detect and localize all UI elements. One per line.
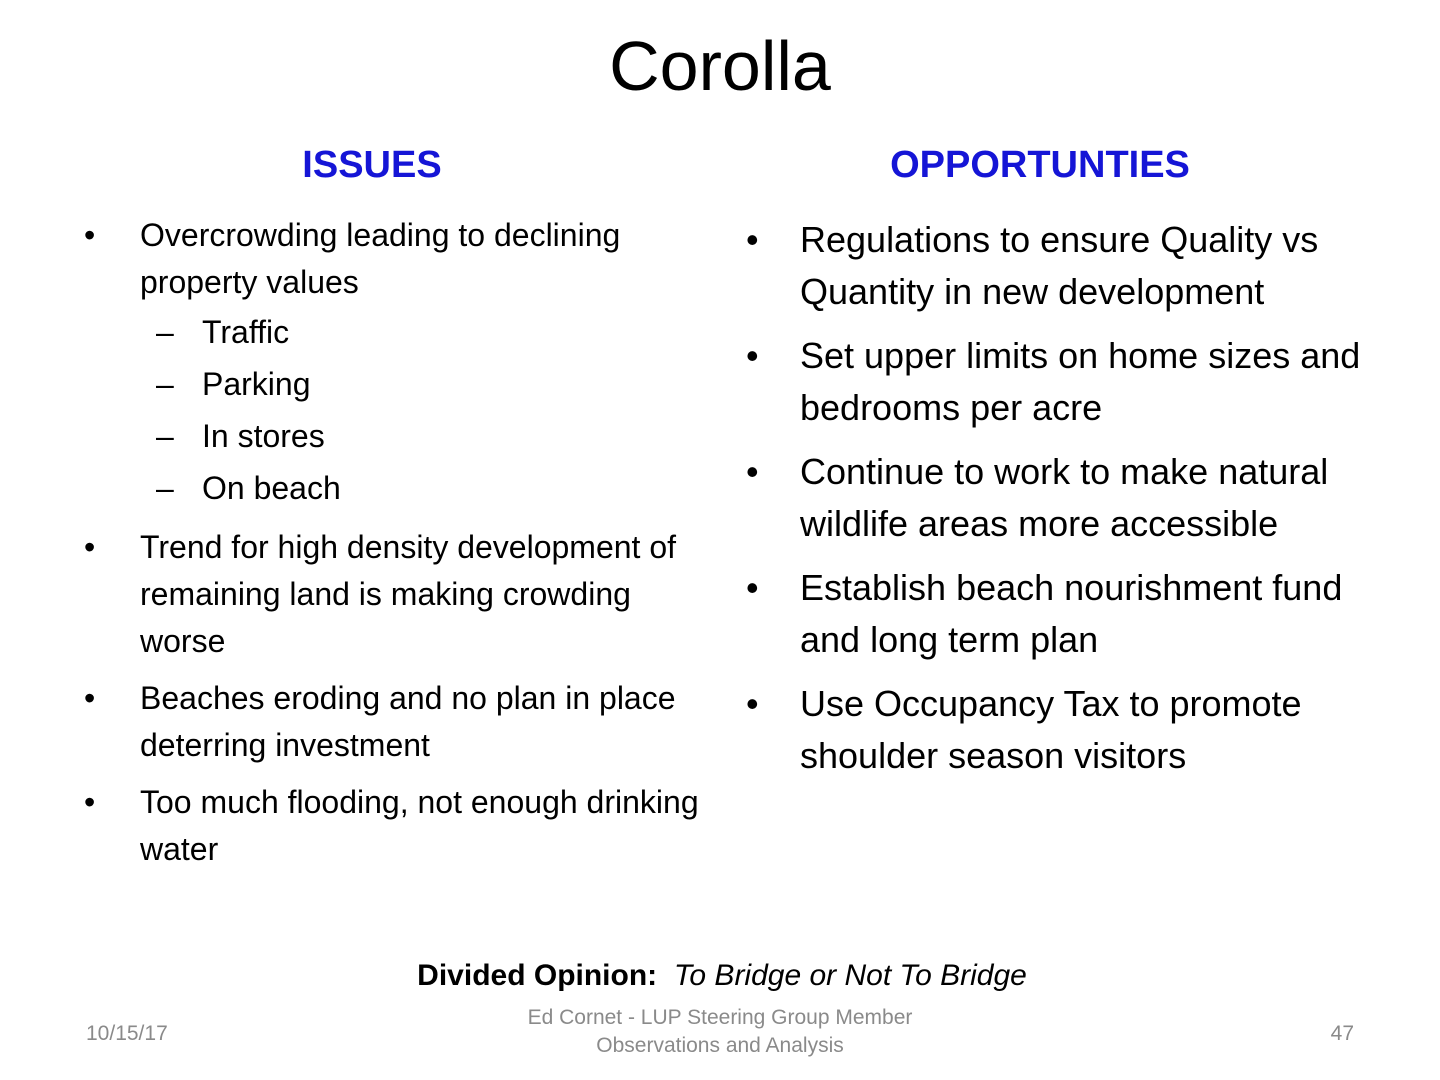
bullet-icon: •: [746, 683, 759, 724]
divided-opinion-text: To Bridge or Not To Bridge: [673, 959, 1027, 992]
bullet-icon: •: [84, 680, 96, 716]
issue-item: [80, 675, 720, 769]
opportunity-item: [740, 562, 1380, 666]
bullet-icon: •: [746, 567, 759, 608]
issue-text: Too much flooding, not enough drinking water: [140, 784, 699, 867]
bullet-icon: •: [84, 784, 96, 820]
opportunity-text: Use Occupancy Tax to promote shoulder season visitors: [800, 683, 1302, 776]
issue-subitem-text: Parking: [202, 366, 311, 402]
bullet-icon: •: [746, 451, 759, 492]
issue-item: [80, 524, 720, 665]
opportunity-text: Establish beach nourishment fund and long term plan: [800, 567, 1343, 660]
opportunities-heading: OPPORTUNTIES: [890, 144, 1190, 186]
opportunity-item: [740, 214, 1380, 318]
footer-center: [520, 1004, 920, 1060]
footer-author: Ed Cornet - LUP Steering Group Member: [527, 1006, 913, 1029]
issue-item: [80, 779, 720, 873]
issue-subitem: [140, 410, 720, 462]
opportunity-item: [740, 678, 1380, 782]
issue-subitem-text: In stores: [202, 418, 325, 454]
divided-opinion-label: Divided Opinion:: [417, 959, 658, 992]
dash-icon: –: [156, 366, 174, 402]
footer-subtitle: Observations and Analysis: [596, 1034, 844, 1057]
issues-list: [80, 212, 720, 883]
divided-opinion: [0, 954, 1440, 998]
bullet-icon: •: [84, 529, 96, 565]
bullet-icon: •: [746, 219, 759, 260]
dash-icon: –: [156, 470, 174, 506]
opportunities-list: [740, 214, 1380, 794]
opportunity-item: [740, 446, 1380, 550]
issue-text: Overcrowding leading to declining property values: [140, 217, 621, 300]
slide-title: Corolla: [609, 27, 831, 105]
issue-sublist: [140, 306, 720, 514]
issue-subitem-text: Traffic: [202, 314, 290, 350]
opportunity-text: Continue to work to make natural wildlife areas more accessible: [800, 451, 1329, 544]
issue-subitem: [140, 306, 720, 358]
opportunity-text: Set upper limits on home sizes and bedrooms per acre: [800, 335, 1361, 428]
issue-item: [80, 212, 720, 514]
dash-icon: –: [156, 314, 174, 350]
issue-text: Beaches eroding and no plan in place deterring investment: [140, 680, 676, 763]
opportunity-text: Regulations to ensure Quality vs Quantity in new development: [800, 219, 1319, 312]
page-number: 47: [1330, 1022, 1354, 1045]
bullet-icon: •: [84, 217, 96, 253]
issue-subitem: [140, 358, 720, 410]
dash-icon: –: [156, 418, 174, 454]
footer-date: 10/15/17: [86, 1022, 168, 1045]
opportunity-item: [740, 330, 1380, 434]
issue-text: Trend for high density development of remaining land is making crowding worse: [140, 529, 677, 659]
bullet-icon: •: [746, 335, 759, 376]
issue-subitem-text: On beach: [202, 470, 341, 506]
issue-subitem: [140, 462, 720, 514]
issues-heading: ISSUES: [302, 144, 442, 186]
